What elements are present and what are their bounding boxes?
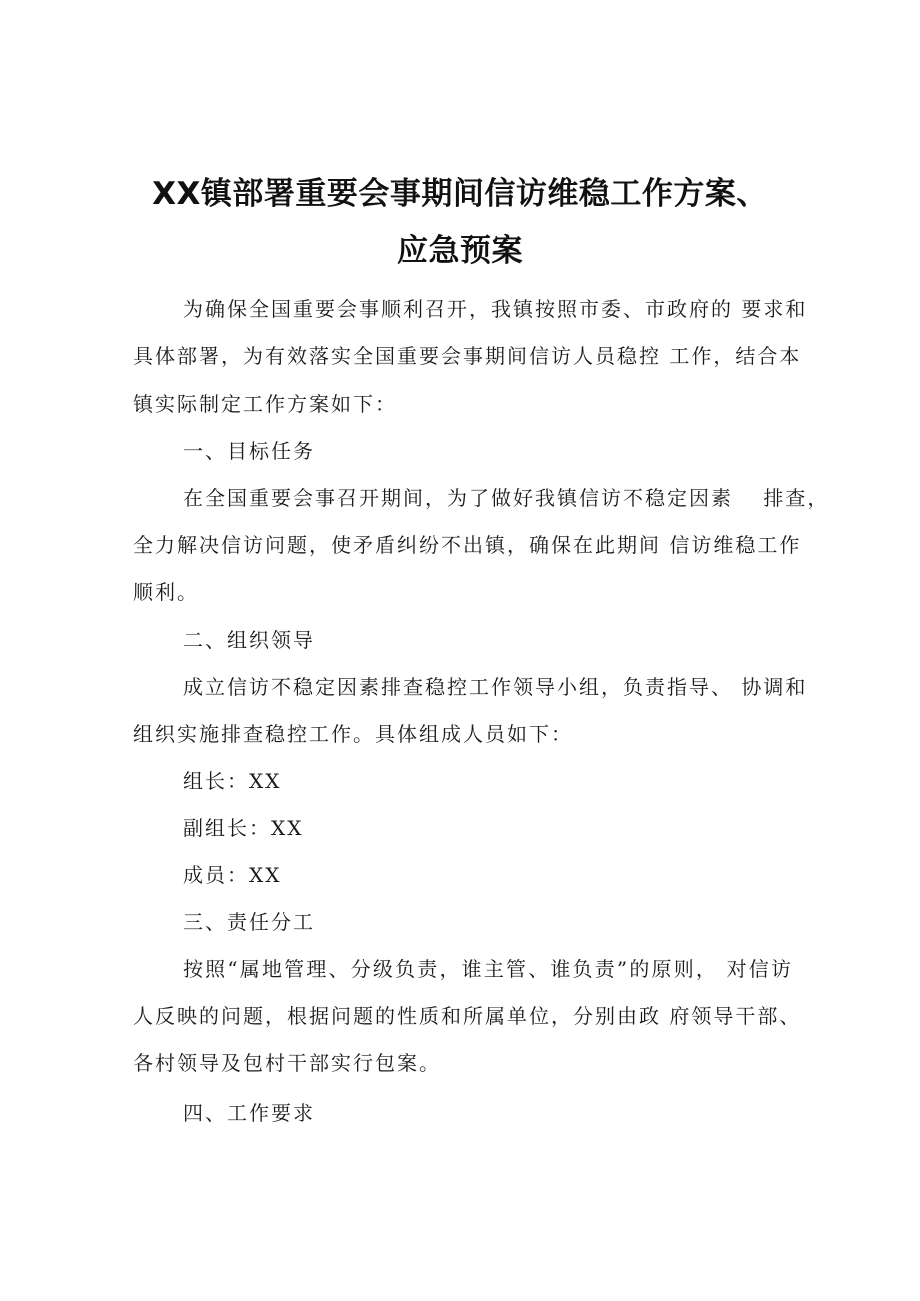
section-heading-4: 四、工作要求 xyxy=(183,1101,315,1125)
paragraph-goal-line-3: 顺利。 xyxy=(133,580,199,604)
section-heading-2: 二、组织领导 xyxy=(183,628,315,652)
paragraph-intro-line-1: 为确保全国重要会事顺利召开，我镇按照市委、市政府的 要求和 xyxy=(183,297,808,321)
paragraph-org-line-1: 成立信访不稳定因素排查稳控工作领导小组，负责指导、 协调和 xyxy=(183,675,808,699)
paragraph-org-line-2: 组织实施排查稳控工作。具体组成人员如下： xyxy=(133,722,573,746)
paragraph-duty-line-2: 人反映的问题，根据问题的性质和所属单位，分别由政 府领导干部、 xyxy=(133,1004,802,1028)
document-title-line-1: XX镇部署重要会事期间信访维稳工作方案、 xyxy=(152,176,768,212)
document-title-line-2: 应急预案 xyxy=(397,233,523,269)
member-leader: 组长：XX xyxy=(183,769,282,793)
paragraph-goal-line-2: 全力解决信访问题，使矛盾纠纷不出镇，确保在此期间 信访维稳工作 xyxy=(133,533,802,557)
paragraph-duty-line-3: 各村领导及包村干部实行包案。 xyxy=(133,1051,441,1075)
paragraph-goal-line-1: 在全国重要会事召开期间，为了做好我镇信访不稳定因素 排查， xyxy=(183,486,830,510)
paragraph-intro-line-2: 具体部署，为有效落实全国重要会事期间信访人员稳控 工作，结合本 xyxy=(133,344,802,368)
member-deputy-leader: 副组长：XX xyxy=(183,816,304,840)
paragraph-duty-line-1: 按照“属地管理、分级负责，谁主管、谁负责”的原则， 对信访 xyxy=(183,957,793,981)
paragraph-intro-line-3: 镇实际制定工作方案如下： xyxy=(133,392,397,416)
section-heading-3: 三、责任分工 xyxy=(183,910,315,934)
section-heading-1: 一、目标任务 xyxy=(183,439,315,463)
member-members: 成员：XX xyxy=(183,863,282,887)
